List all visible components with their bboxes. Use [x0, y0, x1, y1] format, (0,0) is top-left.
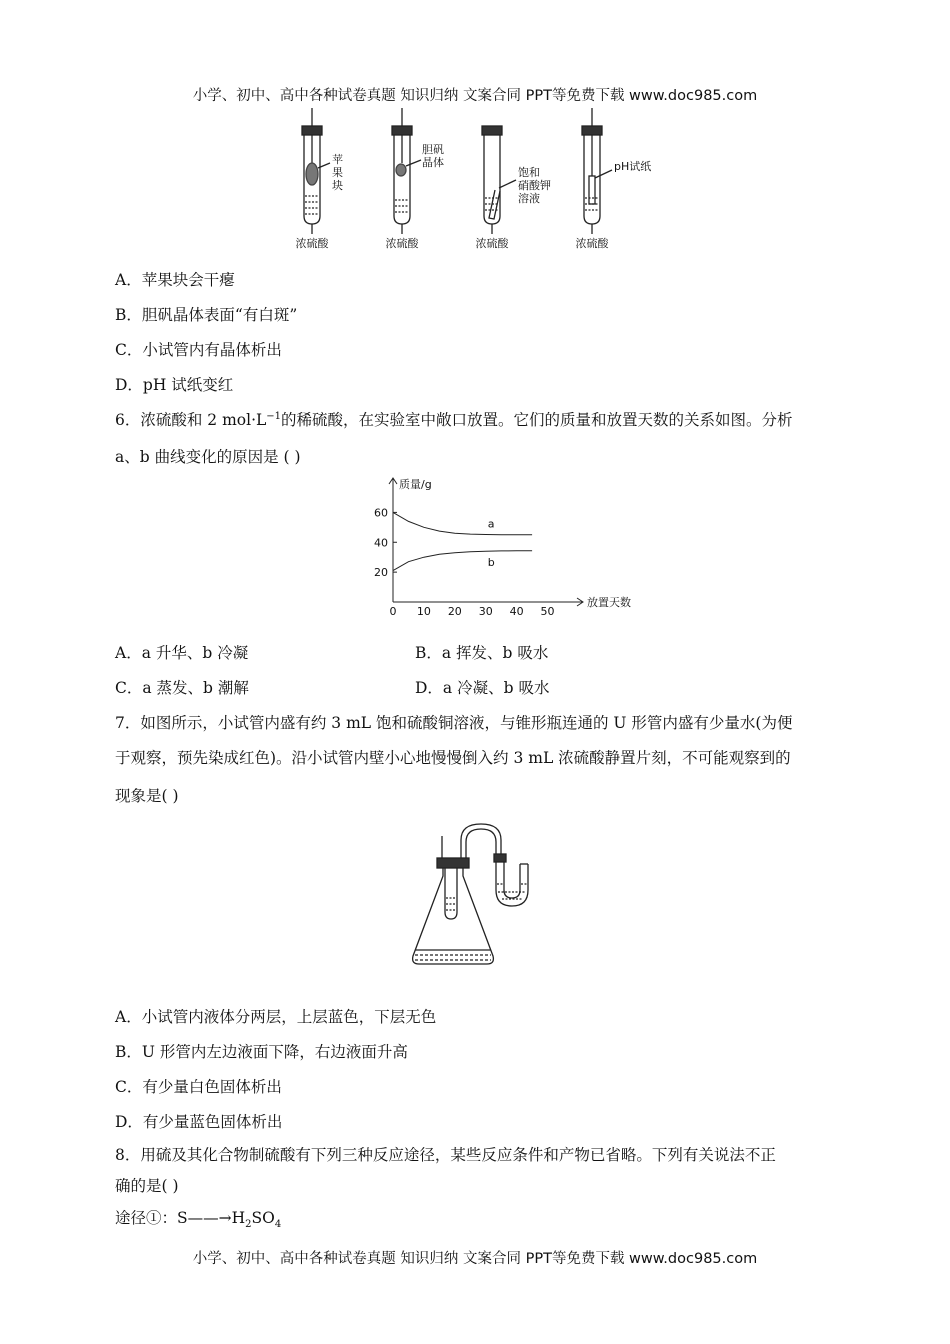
page-header: 小学、初中、高中各种试卷真题 知识归纳 文案合同 PPT等免费下载 www.doc985.com: [192, 88, 758, 104]
test-tube-3: [482, 126, 502, 234]
x-tick-label: 50: [540, 605, 555, 618]
test-tube-4: [582, 108, 602, 234]
q6-stem-line1: 6．浓硫酸和 2 $mol\cdot L^{-1}$的稀硫酸，在实验室中敞口放置。它们的质量和放置天数的关系如图。分析: [115, 410, 793, 429]
q6-option-b: B．a 挥发、b 吸水: [415, 644, 549, 662]
tube-4-item-label: pH试纸: [614, 160, 652, 173]
q6-stem-line2: a、b 曲线变化的原因是 ( ): [115, 448, 301, 466]
q5-option-a: A．苹果块会干瘪: [115, 271, 235, 289]
flask-u-tube-figure: [405, 818, 555, 970]
mass-vs-days-chart: [355, 474, 631, 618]
series-line-a: [393, 512, 532, 534]
tube-2-item-label: 胆矾晶体: [422, 143, 444, 169]
x-tick-label: 40: [509, 605, 524, 618]
q8-route-1: 途径①：$S——\to H_2SO_4$: [115, 1209, 282, 1231]
test-tube-2: [392, 108, 412, 234]
y-axis-label: 质量/g: [399, 478, 432, 491]
y-tick-label: 60: [374, 506, 388, 520]
q7-option-b: B．U 形管内左边液面下降，右边液面升高: [115, 1043, 408, 1061]
x-axis-label: 放置天数: [587, 596, 631, 609]
series-label-b: b: [487, 556, 495, 570]
y-tick-label: 40: [374, 536, 388, 550]
q8-stem-line1: 8．用硫及其化合物制硫酸有下列三种反应途径，某些反应条件和产物已省略。下列有关说法不正: [115, 1146, 776, 1164]
q5-option-d: D．pH 试纸变红: [115, 376, 234, 394]
q7-option-c: C．有少量白色固体析出: [115, 1078, 282, 1096]
q5-option-b: B．胆矾晶体表面“有白斑”: [115, 306, 298, 324]
x-tick-label: 10: [416, 605, 431, 618]
tube-3-acid-label: 浓硫酸: [475, 237, 509, 250]
tube-1-item-label: 苹果块: [332, 153, 343, 192]
tube-3-item-label: 饱和硝酸钾溶液: [518, 166, 551, 205]
q7-option-d: D．有少量蓝色固体析出: [115, 1113, 283, 1131]
tube-2-acid-label: 浓硫酸: [385, 237, 419, 250]
q6-option-a: A．a 升华、b 冷凝: [115, 644, 249, 662]
y-tick-label: 20: [374, 566, 388, 580]
series-label-a: a: [487, 517, 495, 531]
q6-option-d: D．a 冷凝、b 吸水: [415, 679, 550, 697]
q8-stem-line2: 确的是( ): [115, 1177, 179, 1195]
q7-stem-line3: 现象是( ): [115, 787, 179, 805]
q7-option-a: A．小试管内液体分两层，上层蓝色，下层无色: [115, 1008, 437, 1026]
x-tick-label: 0: [389, 605, 397, 618]
x-tick-label: 20: [447, 605, 462, 618]
q5-option-c: C．小试管内有晶体析出: [115, 341, 282, 359]
q7-stem-line2: 于观察，预先染成红色)。沿小试管内壁小心地慢慢倒入约 3 mL 浓硫酸静置片刻，不可能观察到的: [115, 749, 791, 767]
series-line-b: [393, 551, 532, 571]
q7-stem-line1: 7．如图所示，小试管内盛有约 3 mL 饱和硫酸铜溶液，与锥形瓶连通的 U 形管内盛有少量水(为便: [115, 714, 793, 732]
tube-1-acid-label: 浓硫酸: [295, 237, 329, 250]
q6-option-c: C．a 蒸发、b 潮解: [115, 679, 249, 697]
test-tube-1: [302, 108, 322, 234]
test-tubes-figure: [290, 108, 670, 253]
page-footer: 小学、初中、高中各种试卷真题 知识归纳 文案合同 PPT等免费下载 www.doc985.com: [192, 1251, 758, 1267]
tube-4-acid-label: 浓硫酸: [575, 237, 609, 250]
x-tick-label: 30: [478, 605, 493, 618]
